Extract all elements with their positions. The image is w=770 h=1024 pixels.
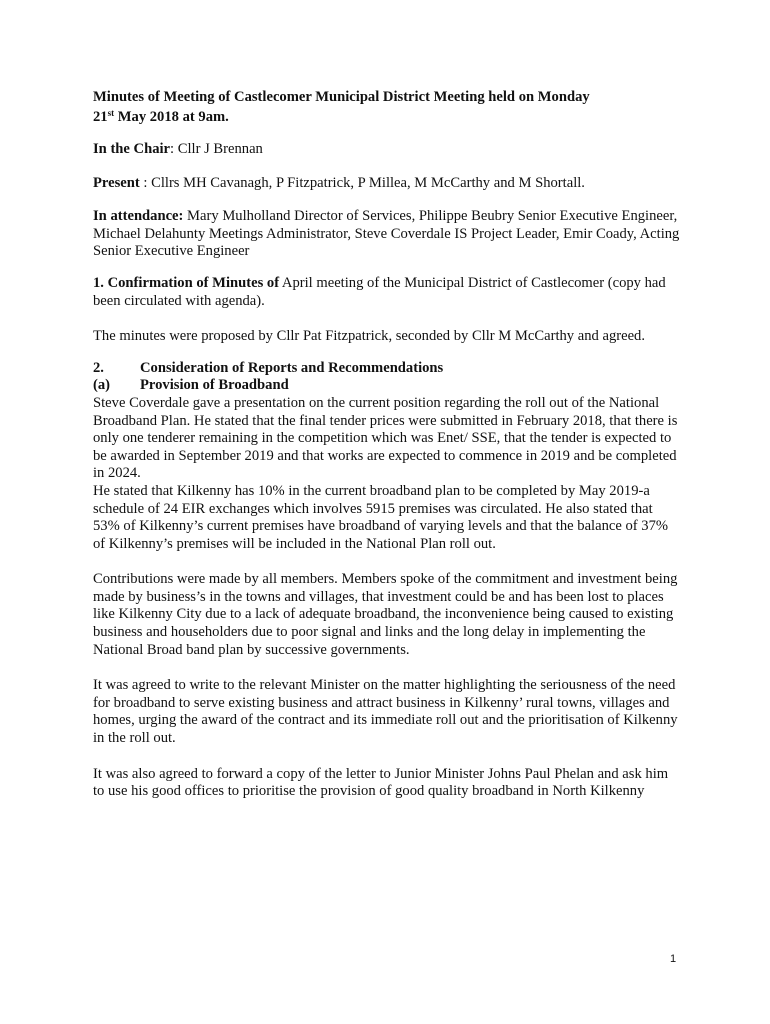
chair-label: In the Chair	[93, 141, 171, 157]
item1-proposal: The minutes were proposed by Cllr Pat Fitzpatrick, seconded by Cllr M McCarthy and agreed.	[93, 328, 645, 345]
attendance-value: Mary Mulholland Director of Services, Philippe Beubry Senior Executive Engineer, Michael Delahunty Meetings Administrator, Steve Coverdale IS Project Leader, Emir Coady, Acting Senior Executive Engineer	[93, 208, 680, 260]
document-body	[93, 87, 683, 801]
page-number: 1	[670, 953, 677, 965]
item2-number: 2.	[93, 359, 104, 376]
chair-line	[93, 141, 683, 159]
broadband-paragraph-1: Steve Coverdale gave a presentation on the current position regarding the roll out of the National Broadband Plan. He stated that the final tender prices were submitted in February 2018, that there is only one tenderer remaining in the competition which was Enet/ SSE, that the tender is expected to be awarded in September 2019 and that works are expected to commence in 2019 and be completed in 2024.	[93, 394, 678, 482]
title-date-suffix: st	[107, 108, 115, 118]
item2a-number: (a)	[93, 377, 111, 394]
item1-text: April meeting of the Municipal District of Castlecomer (copy had been circulated with agenda).	[93, 274, 666, 309]
attendance-paragraph	[93, 208, 683, 261]
item2-heading-row	[93, 360, 683, 378]
item2-heading: Consideration of Reports and Recommendations	[140, 359, 444, 376]
meeting-title	[93, 87, 683, 127]
item2a-heading: Provision of Broadband	[140, 377, 289, 394]
present-value: : Cllrs MH Cavanagh, P Fitzpatrick, P Millea, M McCarthy and M Shortall.	[139, 174, 585, 191]
title-line: Minutes of Meeting of Castlecomer Municipal District Meeting held on Monday	[93, 89, 590, 105]
present-label: Present	[93, 174, 140, 191]
broadband-paragraph-4: It was agreed to write to the relevant Minister on the matter highlighting the seriousness of the need for broadband to serve existing business and attract business in Kilkenny’ rural towns, villages and homes, urging the award of the contract and its immediate roll out and the prioritisation of Kilkenny in the roll out.	[93, 677, 678, 747]
broadband-paragraph-3: Contributions were made by all members. Members spoke of the commitment and investment being made by business’s in the towns and villages, that investment could be and has been lost to places like Kilkenny City due to a lack of adequate broadband, the inconvenience being caused to existing business and householders due to poor signal and links and the long delay in implementing the National Broad band plan by successive governments.	[93, 571, 678, 658]
item1-heading: 1. Confirmation of Minutes of	[93, 274, 280, 291]
present-line	[93, 175, 683, 193]
attendance-label: In attendance:	[93, 208, 184, 225]
title-date-day: 21	[93, 109, 108, 125]
broadband-paragraph-5: It was also agreed to forward a copy of the letter to Junior Minister Johns Paul Phelan and ask him to use his good offices to prioritise the provision of good quality broadband in North Kilkenny	[93, 765, 669, 800]
broadband-paragraph-2: He stated that Kilkenny has 10% in the current broadband plan to be completed by May 2019-a schedule of 24 EIR exchanges which involves 5915 premises was circulated. He also stated that 53% of Kilkenny’s current premises have broadband of varying levels and that the balance of 37% of Kilkenny’s premises will be included in the National Plan roll out.	[93, 482, 669, 552]
chair-value: : Cllr J Brennan	[170, 141, 263, 157]
item2a-heading-row	[93, 377, 683, 395]
item1-paragraph	[93, 275, 683, 310]
title-date-rest: May 2018 at 9am.	[114, 109, 229, 125]
